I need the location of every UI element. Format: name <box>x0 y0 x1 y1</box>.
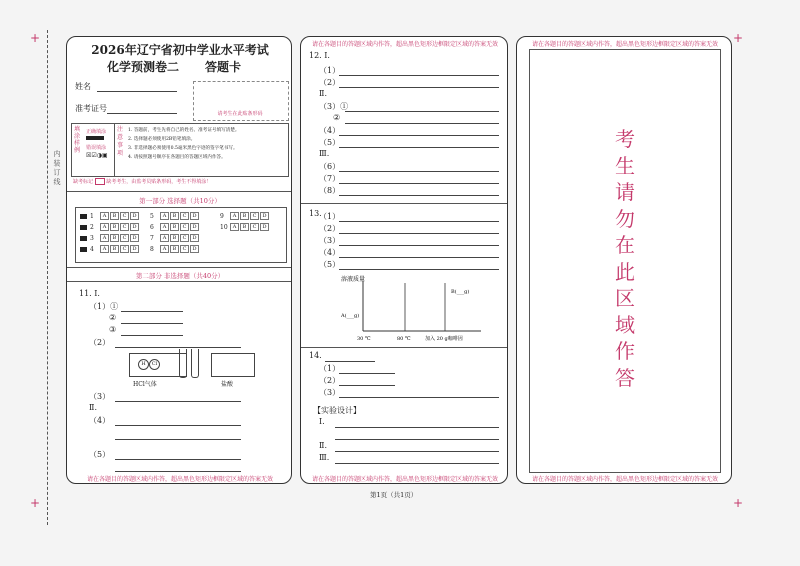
q12-line-label: （1） <box>319 66 341 75</box>
q14-answer-line[interactable] <box>325 361 375 362</box>
mc-number: 3 <box>90 234 94 242</box>
mc-option-bubble[interactable]: A <box>100 245 109 253</box>
mc-question <box>150 212 200 220</box>
q11-line-label: （2） <box>89 338 111 347</box>
q14-line-label: （3） <box>319 388 341 397</box>
q11-label: 11. Ⅰ. <box>79 289 100 298</box>
q12-line-label: （6） <box>319 162 341 171</box>
answer-panel-right <box>516 36 732 484</box>
mc-number: 1 <box>90 212 94 220</box>
ticket-label: 准考证号 <box>75 104 107 113</box>
mc-option-bubble[interactable]: B <box>240 212 249 220</box>
answer-card-label: 答题卡 <box>205 60 242 74</box>
paper-subtitle: 化学预测卷二 <box>107 60 180 74</box>
ticket-field[interactable] <box>107 113 177 114</box>
design-answer-line[interactable] <box>335 451 499 452</box>
mc-grid <box>75 207 287 263</box>
mc-option-bubble[interactable]: C <box>120 234 129 242</box>
q12-answer-line[interactable] <box>345 123 499 124</box>
q11-line-label: （1）① <box>89 302 119 311</box>
timing-mark <box>80 214 87 219</box>
mc-option-bubble[interactable]: B <box>110 234 119 242</box>
q11-line-label: ② <box>109 313 117 322</box>
attention-list <box>128 126 286 162</box>
mc-number: 7 <box>150 234 154 242</box>
q11-line-label: Ⅱ. <box>89 403 97 412</box>
crop-mark: + <box>733 31 744 45</box>
q13-answer-line[interactable] <box>339 257 499 258</box>
notice-box <box>71 123 289 177</box>
timing-mark <box>80 247 87 252</box>
mc-option-bubble[interactable]: C <box>250 223 259 231</box>
graph-point-b: B(___g) <box>451 289 470 295</box>
name-label: 姓名 <box>75 82 91 91</box>
mc-question <box>150 245 200 253</box>
mc-number: 2 <box>90 223 94 231</box>
mc-option-bubble[interactable]: C <box>180 245 189 253</box>
q11-answer-line[interactable] <box>121 335 183 336</box>
mc-option-bubble[interactable]: C <box>180 223 189 231</box>
crop-mark: + <box>733 496 744 510</box>
mc-option-bubble[interactable]: D <box>130 234 139 242</box>
mc-option-bubble[interactable]: C <box>180 212 189 220</box>
mc-option-bubble[interactable]: D <box>190 234 199 242</box>
answer-panel-middle <box>300 36 508 484</box>
q11-answer-line[interactable] <box>115 401 241 402</box>
warning-text: 请在各题目的答题区域内作答，超出黑色矩形边框限定区域的答案无效 <box>311 476 498 483</box>
mc-option-bubble[interactable]: D <box>260 223 269 231</box>
mc-option-bubble[interactable]: B <box>110 223 119 231</box>
q14-answer-line[interactable] <box>339 385 395 386</box>
q11-line-label: （4） <box>89 416 111 425</box>
mc-option-bubble[interactable]: D <box>130 212 139 220</box>
answer-panel-left <box>66 36 292 484</box>
part2-title: 第二部分 非选择题（共40分） <box>135 272 225 280</box>
exam-title: 2026年辽宁省初中学业水平考试 <box>91 43 269 57</box>
mc-option-bubble[interactable]: A <box>160 212 169 220</box>
q12-line-label: ② <box>333 113 341 122</box>
q13-answer-line[interactable] <box>339 245 499 246</box>
acid-box <box>211 353 255 377</box>
mc-question <box>80 223 140 231</box>
q12-line-label: Ⅱ. <box>319 89 327 98</box>
q12-answer-line[interactable] <box>339 183 499 184</box>
mc-question <box>150 234 200 242</box>
design-line-label: Ⅰ. <box>319 417 325 426</box>
mc-question <box>220 212 270 220</box>
mc-question <box>80 234 140 242</box>
divider <box>67 281 291 282</box>
mc-number: 6 <box>150 223 154 231</box>
missing-mark-text: 缺考考生，由监考员贴条形码，考生不得填涂！ <box>106 179 212 185</box>
mc-option-bubble[interactable]: A <box>230 223 239 231</box>
q13-answer-line[interactable] <box>339 269 499 270</box>
graph-point-a: A(___g) <box>341 313 360 319</box>
q11-answer-line[interactable] <box>121 323 183 324</box>
binding-line <box>47 30 48 525</box>
q13-answer-line[interactable] <box>339 221 499 222</box>
q14-answer-line[interactable] <box>339 373 395 374</box>
divider <box>114 124 115 176</box>
warning-text: 请在各题目的答题区域内作答，超出黑色矩形边框限定区域的答案无效 <box>531 476 718 483</box>
q11-line-label: （3） <box>89 392 111 401</box>
mc-option-bubble[interactable]: A <box>160 223 169 231</box>
barcode-hint: 请考生在此贴条形码 <box>217 111 263 117</box>
warning-text: 请在各题目的答题区域内作答，超出黑色矩形边框限定区域的答案无效 <box>311 41 498 48</box>
mc-option-bubble[interactable]: A <box>100 212 109 220</box>
q13-line-label: （4） <box>319 248 341 257</box>
mc-option-bubble[interactable]: D <box>130 223 139 231</box>
timing-mark <box>80 236 87 241</box>
q11-answer-line[interactable] <box>115 347 241 348</box>
timing-mark <box>80 225 87 230</box>
warning-text: 请在各题目的答题区域内作答，超出黑色矩形边框限定区域的答案无效 <box>531 41 718 48</box>
q12-line-label: Ⅲ. <box>319 149 330 158</box>
q12-line-label: （2） <box>319 78 341 87</box>
mc-question <box>80 245 140 253</box>
q12-answer-line[interactable] <box>345 111 499 112</box>
mc-option-bubble[interactable]: D <box>130 245 139 253</box>
correct-fill-label: 正确填涂 <box>86 129 107 135</box>
q12-answer-line[interactable] <box>339 195 499 196</box>
q12-line-label: （7） <box>319 174 341 183</box>
mc-option-bubble[interactable]: A <box>160 245 169 253</box>
fig-left-label: HCl气体 <box>133 381 157 388</box>
mc-option-bubble[interactable]: A <box>230 212 239 220</box>
q12-answer-line[interactable] <box>339 87 499 88</box>
fig-right-label: 盐酸 <box>221 381 234 388</box>
warning-text: 请在各题目的答题区域内作答，超出黑色矩形边框限定区域的答案无效 <box>86 476 273 483</box>
mc-option-bubble[interactable]: B <box>170 212 179 220</box>
crop-mark: + <box>30 31 41 45</box>
graph-x-tick: 加入 20 g咖啡因 <box>425 336 463 342</box>
q12-label: 12. Ⅰ. <box>309 51 330 60</box>
q13-line-label: （1） <box>319 212 341 221</box>
mc-number: 10 <box>220 223 228 231</box>
q12-answer-line[interactable] <box>339 171 499 172</box>
design-answer-line[interactable] <box>335 439 499 440</box>
q11-line-label: （5） <box>89 450 111 459</box>
graph-x-tick: 30 ℃ <box>357 336 371 342</box>
graph-ylabel: 溶液质量 <box>341 276 366 283</box>
do-not-answer-text: 考 生 请 勿 在 此 区 域 作 答 <box>615 127 635 390</box>
mc-option-bubble[interactable]: C <box>120 223 129 231</box>
q11-line-label: ③ <box>109 325 117 334</box>
mc-question <box>80 212 140 220</box>
crop-mark: + <box>30 496 41 510</box>
test-tube <box>191 349 199 378</box>
mc-option-bubble[interactable]: B <box>110 212 119 220</box>
mc-option-bubble[interactable]: B <box>240 223 249 231</box>
missing-mark-row <box>73 178 211 185</box>
mc-number: 8 <box>150 245 154 253</box>
design-line-label: Ⅲ. <box>319 453 330 462</box>
mc-option-bubble[interactable]: D <box>260 212 269 220</box>
q12-line-label: （4） <box>319 126 341 135</box>
wrong-fill-sample: ☒☑◑▣ <box>86 152 108 159</box>
mc-option-bubble[interactable]: B <box>170 223 179 231</box>
q13-line-label: （5） <box>319 260 341 269</box>
divider <box>301 347 507 348</box>
mc-option-bubble[interactable]: D <box>190 212 199 220</box>
page-number: 第1页（共1页） <box>370 491 418 499</box>
mc-question <box>150 223 200 231</box>
mc-option-bubble[interactable]: A <box>160 234 169 242</box>
correct-fill-sample <box>86 136 104 140</box>
q11-answer-line[interactable] <box>115 439 241 440</box>
q11-answer-line[interactable] <box>115 459 241 460</box>
attention-title: 注意事项 <box>117 126 124 157</box>
mc-option-bubble[interactable]: A <box>100 234 109 242</box>
fill-sample-title: 填涂样例 <box>74 126 81 154</box>
mc-option-bubble[interactable]: B <box>170 234 179 242</box>
missing-mark-box[interactable] <box>95 178 105 185</box>
gas-box: H Cl <box>129 353 187 377</box>
wrong-fill-label: 错误填涂 <box>86 145 107 151</box>
q13-answer-line[interactable] <box>339 233 499 234</box>
do-not-answer-area <box>529 49 721 473</box>
name-field[interactable] <box>97 91 177 92</box>
q12-line-label: （5） <box>319 138 341 147</box>
test-tube <box>179 349 187 378</box>
q12-line-label: （3）① <box>319 102 349 111</box>
q12-answer-line[interactable] <box>339 135 499 136</box>
mc-option-bubble[interactable]: A <box>100 223 109 231</box>
design-answer-line[interactable] <box>335 427 499 428</box>
q14-label: 14. <box>309 351 322 360</box>
binding-text: 内 装 订 线 <box>53 150 61 185</box>
design-label: 【实验设计】 <box>313 406 361 415</box>
divider <box>67 267 291 268</box>
divider <box>67 191 291 192</box>
mc-option-bubble[interactable]: B <box>110 245 119 253</box>
mc-option-bubble[interactable]: C <box>180 234 189 242</box>
mc-option-bubble[interactable]: D <box>190 223 199 231</box>
divider <box>301 203 507 204</box>
q14-answer-line[interactable] <box>339 397 499 398</box>
mc-question <box>220 223 270 231</box>
mc-option-bubble[interactable]: B <box>170 245 179 253</box>
attention-item: 1. 答题前，考生先将自己的姓名、准考证号填写清楚。 <box>128 128 240 133</box>
attention-item: 2. 选择题必须使用2B铅笔填涂。 <box>128 137 196 142</box>
missing-mark-label: 缺考标记 <box>73 179 94 185</box>
q11-answer-line[interactable] <box>115 425 241 426</box>
mc-option-bubble[interactable]: C <box>120 245 129 253</box>
mc-number: 5 <box>150 212 154 220</box>
q14-line-label: （2） <box>319 376 341 385</box>
design-answer-line[interactable] <box>335 463 499 464</box>
attention-item: 3. 非选择题必须使用0.5毫米黑色字迹的签字笔书写。 <box>128 146 238 151</box>
q12-answer-line[interactable] <box>339 75 499 76</box>
q12-line-label: （8） <box>319 186 341 195</box>
q14-line-label: （1） <box>319 364 341 373</box>
q13-line-label: （2） <box>319 224 341 233</box>
mc-option-bubble[interactable]: D <box>190 245 199 253</box>
q12-answer-line[interactable] <box>339 147 499 148</box>
mc-number: 4 <box>90 245 94 253</box>
q13-label: 13. <box>309 209 322 218</box>
mc-option-bubble[interactable]: C <box>120 212 129 220</box>
mc-option-bubble[interactable]: C <box>250 212 259 220</box>
q13-line-label: （3） <box>319 236 341 245</box>
mc-number: 9 <box>220 212 224 220</box>
q11-answer-line[interactable] <box>115 471 241 472</box>
graph-x-tick: 80 ℃ <box>397 336 411 342</box>
attention-item: 4. 请按照题号顺序在各题目的答题区域内作答。 <box>128 155 226 160</box>
design-line-label: Ⅱ. <box>319 441 327 450</box>
q11-answer-line[interactable] <box>121 311 183 312</box>
solubility-graph <box>341 273 501 345</box>
part1-title: 第一部分 选择题（共10分） <box>139 197 221 205</box>
